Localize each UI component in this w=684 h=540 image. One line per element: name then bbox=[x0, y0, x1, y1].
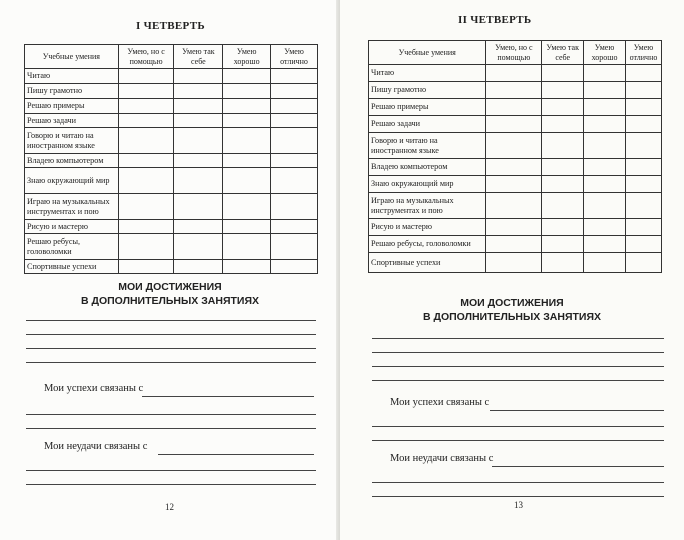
rating-cell[interactable] bbox=[118, 154, 174, 168]
rating-cell[interactable] bbox=[542, 159, 584, 176]
rating-cell[interactable] bbox=[118, 168, 174, 194]
write-line[interactable] bbox=[26, 348, 316, 349]
write-line[interactable] bbox=[26, 362, 316, 363]
rating-cell[interactable] bbox=[223, 154, 271, 168]
rating-cell[interactable] bbox=[223, 99, 271, 114]
rating-cell[interactable] bbox=[542, 82, 584, 99]
write-line[interactable] bbox=[372, 380, 664, 381]
header-good: Умею хорошо bbox=[584, 41, 626, 65]
rating-cell[interactable] bbox=[174, 234, 223, 260]
rating-cell[interactable] bbox=[486, 99, 542, 116]
header-excellent: Умею отлично bbox=[625, 41, 661, 65]
failure-write-line[interactable] bbox=[492, 466, 664, 467]
rating-cell[interactable] bbox=[584, 99, 626, 116]
skill-label: Рисую и мастерю bbox=[369, 219, 486, 236]
skill-label: Владею компьютером bbox=[25, 154, 119, 168]
write-line[interactable] bbox=[372, 496, 664, 497]
rating-cell[interactable] bbox=[223, 69, 271, 84]
skill-label: Решаю примеры bbox=[369, 99, 486, 116]
rating-cell[interactable] bbox=[584, 236, 626, 253]
quarter-title: I ЧЕТВЕРТЬ bbox=[136, 20, 205, 32]
achievements-title-line-2: В ДОПОЛНИТЕЛЬНЫХ ЗАНЯТИЯХ bbox=[80, 295, 259, 307]
rating-cell[interactable] bbox=[486, 133, 542, 159]
achievements-title bbox=[40, 280, 300, 308]
skill-label: Знаю окружающий мир bbox=[369, 176, 486, 193]
table-row bbox=[25, 220, 318, 234]
rating-cell[interactable] bbox=[542, 236, 584, 253]
rating-cell[interactable] bbox=[271, 114, 318, 128]
rating-cell[interactable] bbox=[174, 168, 223, 194]
table-row bbox=[369, 133, 662, 159]
success-write-line[interactable] bbox=[490, 410, 664, 411]
skill-label: Спортивные успехи bbox=[369, 253, 486, 273]
skill-label: Решаю ребусы, головоломки bbox=[369, 236, 486, 253]
rating-cell[interactable] bbox=[118, 220, 174, 234]
rating-cell[interactable] bbox=[625, 65, 661, 82]
rating-cell[interactable] bbox=[584, 176, 626, 193]
write-line[interactable] bbox=[372, 366, 664, 367]
header-so-so: Умею так себе bbox=[174, 45, 223, 69]
rating-cell[interactable] bbox=[584, 82, 626, 99]
write-line[interactable] bbox=[26, 484, 316, 485]
write-line[interactable] bbox=[26, 320, 316, 321]
left-page bbox=[0, 0, 340, 540]
table-row bbox=[25, 114, 318, 128]
table-row bbox=[369, 65, 662, 82]
skill-label: Владею компьютером bbox=[369, 159, 486, 176]
rating-cell[interactable] bbox=[223, 220, 271, 234]
skill-label: Читаю bbox=[25, 69, 119, 84]
skills-table bbox=[368, 40, 662, 273]
rating-cell[interactable] bbox=[486, 176, 542, 193]
rating-cell[interactable] bbox=[625, 219, 661, 236]
table-row bbox=[25, 154, 318, 168]
rating-cell[interactable] bbox=[271, 154, 318, 168]
rating-cell[interactable] bbox=[584, 159, 626, 176]
table-row bbox=[369, 236, 662, 253]
rating-cell[interactable] bbox=[584, 133, 626, 159]
rating-cell[interactable] bbox=[271, 128, 318, 154]
table-row bbox=[369, 116, 662, 133]
skill-label: Решаю задачи bbox=[369, 116, 486, 133]
skill-label: Говорю и читаю на иностранном языке bbox=[25, 128, 119, 154]
table-row bbox=[25, 260, 318, 274]
table-row bbox=[369, 82, 662, 99]
success-label: Мои успехи связаны с bbox=[390, 397, 490, 408]
rating-cell[interactable] bbox=[271, 69, 318, 84]
skill-label: Говорю и читаю на иностранном языке bbox=[369, 133, 486, 159]
rating-cell[interactable] bbox=[223, 114, 271, 128]
write-line[interactable] bbox=[372, 426, 664, 427]
rating-cell[interactable] bbox=[174, 194, 223, 220]
success-write-line[interactable] bbox=[142, 396, 314, 397]
failure-label: Мои неудачи связаны с bbox=[390, 453, 494, 464]
rating-cell[interactable] bbox=[625, 236, 661, 253]
rating-cell[interactable] bbox=[174, 99, 223, 114]
table-row bbox=[369, 176, 662, 193]
rating-cell[interactable] bbox=[271, 194, 318, 220]
rating-cell[interactable] bbox=[486, 116, 542, 133]
page-number: 13 bbox=[514, 500, 523, 510]
achievements-title-line-1: МОИ ДОСТИЖЕНИЯ bbox=[460, 297, 564, 309]
header-excellent: Умею отлично bbox=[271, 45, 318, 69]
rating-cell[interactable] bbox=[271, 220, 318, 234]
skill-label: Играю на музыкальных инструментах и пою bbox=[369, 193, 486, 219]
write-line[interactable] bbox=[372, 440, 664, 441]
table-row bbox=[369, 253, 662, 273]
header-so-so: Умею так себе bbox=[542, 41, 584, 65]
rating-cell[interactable] bbox=[584, 65, 626, 82]
rating-cell[interactable] bbox=[486, 193, 542, 219]
header-with-help: Умею, но с помощью bbox=[486, 41, 542, 65]
rating-cell[interactable] bbox=[584, 116, 626, 133]
rating-cell[interactable] bbox=[271, 99, 318, 114]
rating-cell[interactable] bbox=[542, 253, 584, 273]
header-with-help: Умею, но с помощью bbox=[118, 45, 174, 69]
rating-cell[interactable] bbox=[118, 114, 174, 128]
write-line[interactable] bbox=[26, 334, 316, 335]
rating-cell[interactable] bbox=[223, 260, 271, 274]
achievements-title-line-1: МОИ ДОСТИЖЕНИЯ bbox=[118, 281, 222, 293]
skill-label: Решаю ребусы, головоломки bbox=[25, 234, 119, 260]
table-row bbox=[369, 193, 662, 219]
rating-cell[interactable] bbox=[174, 154, 223, 168]
header-skills: Учебные умения bbox=[25, 45, 119, 69]
rating-cell[interactable] bbox=[223, 194, 271, 220]
header-skills: Учебные умения bbox=[369, 41, 486, 65]
rating-cell[interactable] bbox=[223, 234, 271, 260]
table-row bbox=[25, 99, 318, 114]
rating-cell[interactable] bbox=[625, 253, 661, 273]
quarter-title: II ЧЕТВЕРТЬ bbox=[458, 14, 532, 26]
skill-label: Рисую и мастерю bbox=[25, 220, 119, 234]
table-row bbox=[25, 69, 318, 84]
rating-cell[interactable] bbox=[625, 159, 661, 176]
skill-label: Читаю bbox=[369, 65, 486, 82]
rating-cell[interactable] bbox=[542, 176, 584, 193]
rating-cell[interactable] bbox=[542, 219, 584, 236]
rating-cell[interactable] bbox=[625, 82, 661, 99]
rating-cell[interactable] bbox=[486, 65, 542, 82]
header-good: Умею хорошо bbox=[223, 45, 271, 69]
right-page bbox=[340, 0, 684, 540]
rating-cell[interactable] bbox=[118, 69, 174, 84]
success-label: Мои успехи связаны с bbox=[44, 383, 144, 394]
rating-cell[interactable] bbox=[118, 99, 174, 114]
rating-cell[interactable] bbox=[486, 253, 542, 273]
rating-cell[interactable] bbox=[118, 234, 174, 260]
table-row bbox=[369, 99, 662, 116]
table-row bbox=[25, 128, 318, 154]
rating-cell[interactable] bbox=[625, 176, 661, 193]
rating-cell[interactable] bbox=[584, 253, 626, 273]
rating-cell[interactable] bbox=[174, 69, 223, 84]
rating-cell[interactable] bbox=[223, 84, 271, 99]
skill-label: Решаю задачи bbox=[25, 114, 119, 128]
rating-cell[interactable] bbox=[271, 84, 318, 99]
rating-cell[interactable] bbox=[118, 84, 174, 99]
rating-cell[interactable] bbox=[486, 159, 542, 176]
rating-cell[interactable] bbox=[174, 220, 223, 234]
write-line[interactable] bbox=[26, 414, 316, 415]
skills-table bbox=[24, 44, 318, 274]
table-row bbox=[369, 219, 662, 236]
write-line[interactable] bbox=[372, 482, 664, 483]
rating-cell[interactable] bbox=[223, 168, 271, 194]
write-line[interactable] bbox=[372, 352, 664, 353]
table-row bbox=[25, 168, 318, 194]
rating-cell[interactable] bbox=[542, 133, 584, 159]
rating-cell[interactable] bbox=[625, 99, 661, 116]
table-row bbox=[25, 194, 318, 220]
rating-cell[interactable] bbox=[584, 219, 626, 236]
page-number: 12 bbox=[165, 502, 174, 512]
rating-cell[interactable] bbox=[542, 99, 584, 116]
rating-cell[interactable] bbox=[625, 193, 661, 219]
table-row bbox=[25, 234, 318, 260]
skill-label: Пишу грамотно bbox=[369, 82, 486, 99]
rating-cell[interactable] bbox=[542, 65, 584, 82]
failure-write-line[interactable] bbox=[158, 454, 314, 455]
write-line[interactable] bbox=[372, 338, 664, 339]
rating-cell[interactable] bbox=[542, 193, 584, 219]
rating-cell[interactable] bbox=[118, 260, 174, 274]
rating-cell[interactable] bbox=[271, 168, 318, 194]
rating-cell[interactable] bbox=[118, 128, 174, 154]
table-row bbox=[369, 159, 662, 176]
achievements-title-line-2: В ДОПОЛНИТЕЛЬНЫХ ЗАНЯТИЯХ bbox=[422, 311, 601, 323]
rating-cell[interactable] bbox=[486, 236, 542, 253]
rating-cell[interactable] bbox=[486, 82, 542, 99]
rating-cell[interactable] bbox=[271, 260, 318, 274]
table-row bbox=[25, 84, 318, 99]
rating-cell[interactable] bbox=[625, 116, 661, 133]
write-line[interactable] bbox=[26, 428, 316, 429]
skill-label: Пишу грамотно bbox=[25, 84, 119, 99]
failure-label: Мои неудачи связаны с bbox=[44, 441, 148, 452]
write-line[interactable] bbox=[26, 470, 316, 471]
skill-label: Спортивные успехи bbox=[25, 260, 119, 274]
rating-cell[interactable] bbox=[542, 116, 584, 133]
rating-cell[interactable] bbox=[625, 133, 661, 159]
rating-cell[interactable] bbox=[174, 114, 223, 128]
rating-cell[interactable] bbox=[118, 194, 174, 220]
skill-label: Знаю окружающий мир bbox=[25, 168, 119, 194]
achievements-title bbox=[380, 296, 644, 324]
skill-label: Решаю примеры bbox=[25, 99, 119, 114]
skill-label: Играю на музыкальных инструментах и пою bbox=[25, 194, 119, 220]
rating-cell[interactable] bbox=[486, 219, 542, 236]
rating-cell[interactable] bbox=[174, 260, 223, 274]
rating-cell[interactable] bbox=[174, 128, 223, 154]
rating-cell[interactable] bbox=[271, 234, 318, 260]
rating-cell[interactable] bbox=[174, 84, 223, 99]
rating-cell[interactable] bbox=[223, 128, 271, 154]
rating-cell[interactable] bbox=[584, 193, 626, 219]
